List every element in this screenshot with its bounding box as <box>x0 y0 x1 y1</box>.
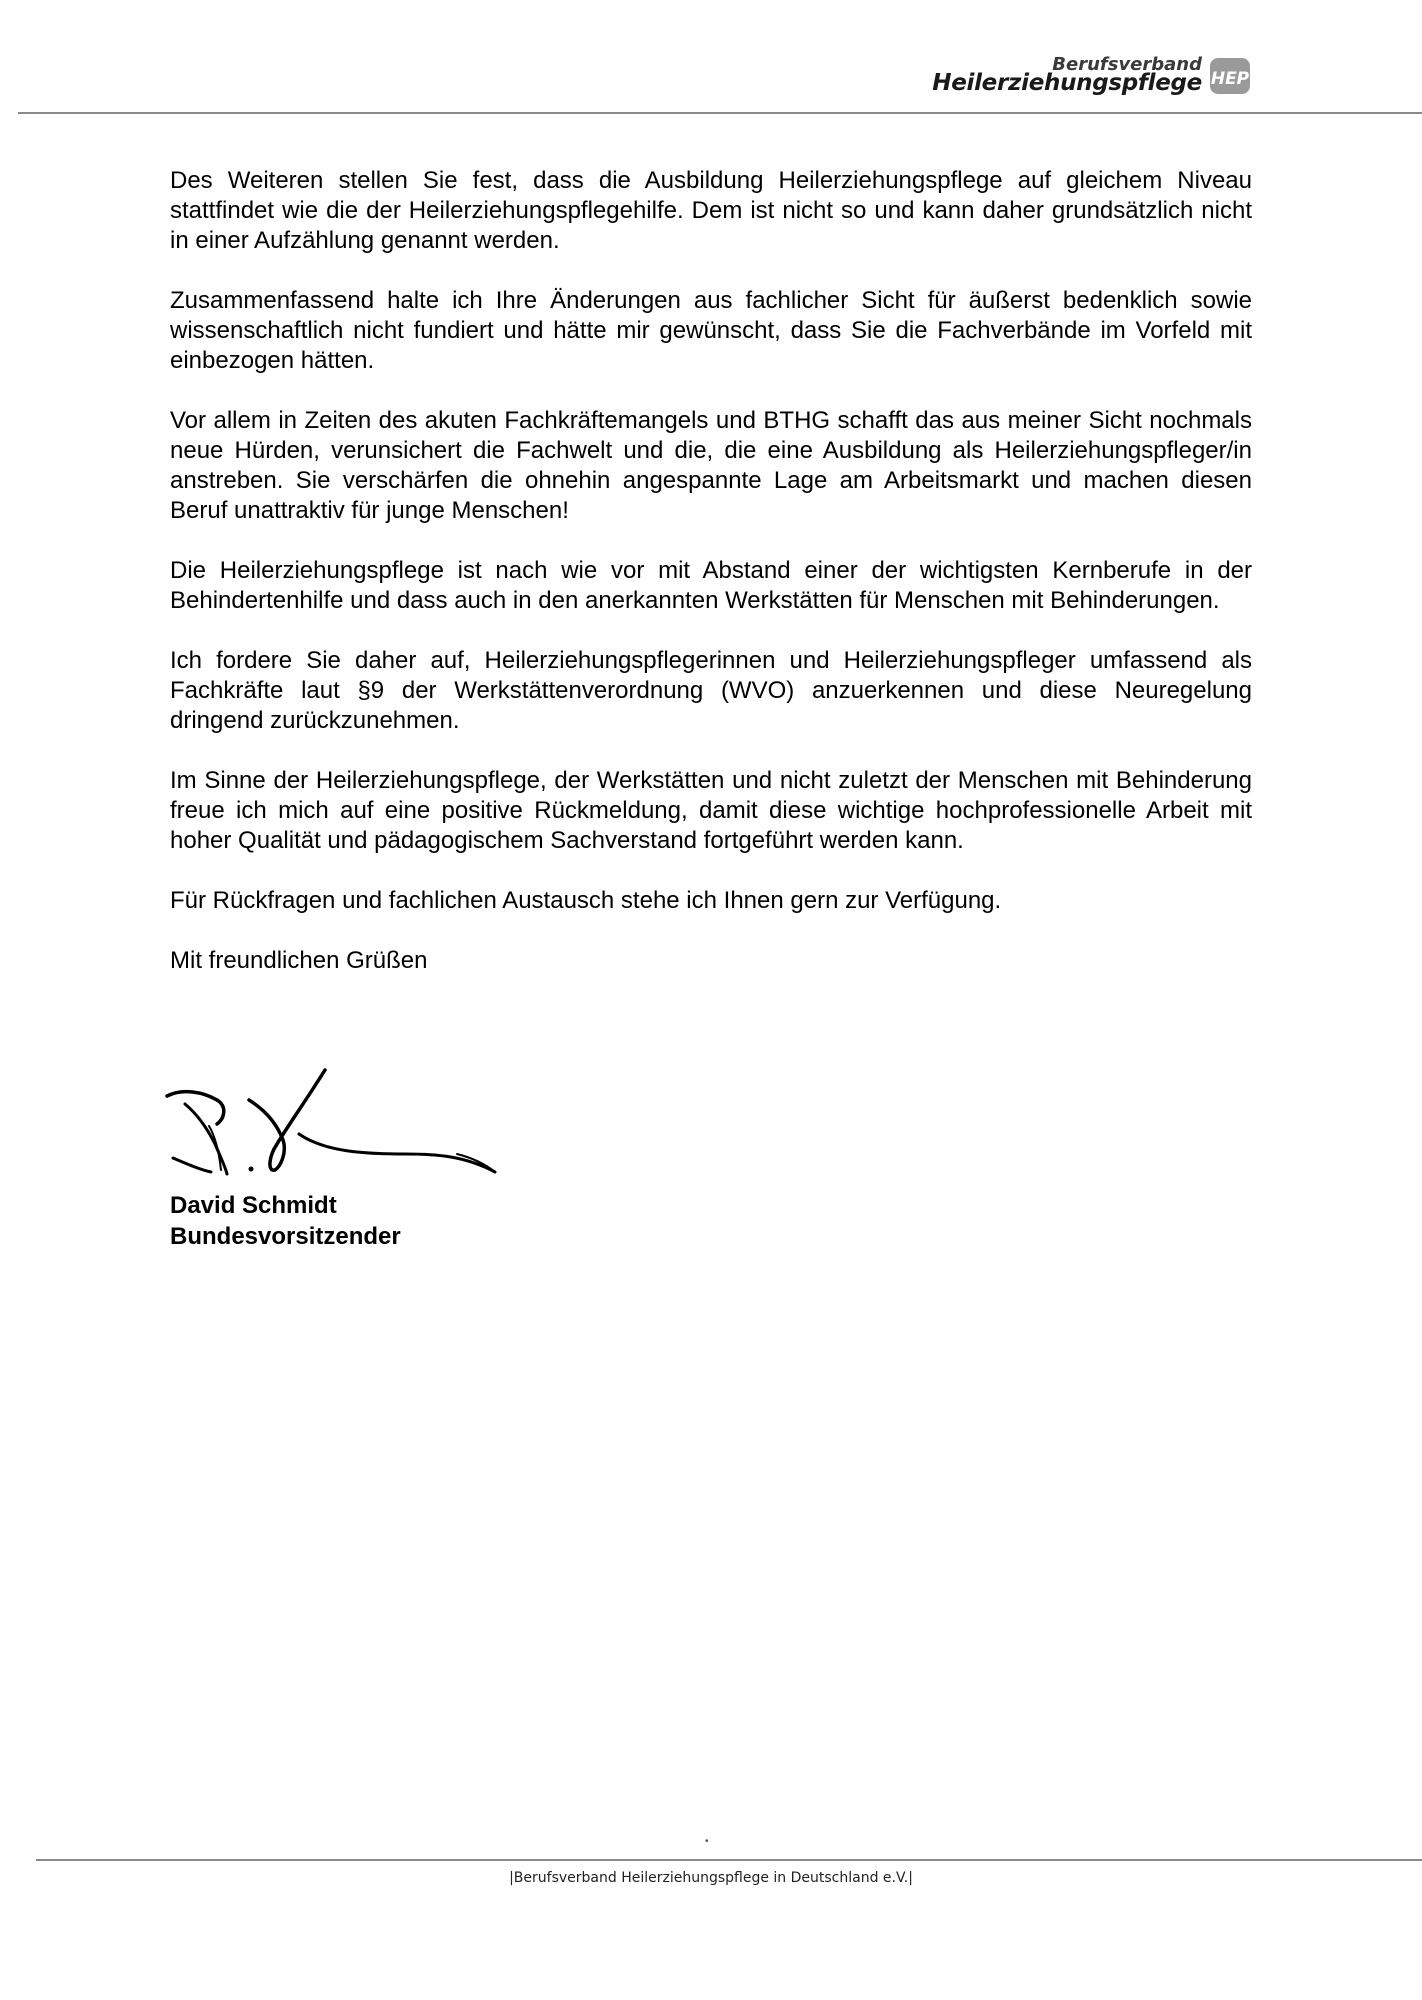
paragraph: Ich fordere Sie daher auf, Heilerziehungspflegerinnen und Heilerziehungspfleger umfassend als Fachkräfte laut §9 der Werkstättenverordnung (WVO) anzuerkennen und diese Neuregelung dringend zurückzunehmen. <box>170 647 1252 734</box>
signer-title: Bundesvorsitzender <box>170 1223 401 1250</box>
letter-body <box>170 166 1252 1006</box>
hep-logo-mark-icon <box>1208 54 1252 98</box>
paragraph: Vor allem in Zeiten des akuten Fachkräftemangels und BTHG schafft das aus meiner Sicht nochmals neue Hürden, verunsichert die Fachwelt und die, die eine Ausbildung als Heilerziehungspfleger/in anstreben. Sie verschärfen die ohnehin angespannte Lage am Arbeitsmarkt und machen diesen Beruf unattraktiv für junge Menschen! <box>170 407 1252 524</box>
svg-text:HEP: HEP <box>1210 69 1250 89</box>
paragraph: Zusammenfassend halte ich Ihre Änderungen aus fachlicher Sicht für äußerst bedenklich sowie wissenschaftlich nicht fundiert und hätte mir gewünscht, dass Sie die Fachverbände im Vorfeld mit einbezogen hätten. <box>170 287 1252 374</box>
signer-block <box>170 1190 401 1252</box>
logo-line-2: Heilerziehungspflege <box>932 70 1202 96</box>
signer-name: David Schmidt <box>170 1192 337 1219</box>
logo-line-1: Berufsverband <box>1052 54 1202 75</box>
closing-salutation: Mit freundlichen Grüßen <box>170 947 428 974</box>
handwritten-signature <box>165 1066 515 1186</box>
footer-organization: |Berufsverband Heilerziehungspflege in Deutschland e.V.| <box>509 1870 913 1886</box>
organization-logo <box>932 54 1252 102</box>
paragraph: Die Heilerziehungspflege ist nach wie vor mit Abstand einer der wichtigsten Kernberufe in der Behindertenhilfe und dass auch in den anerkannten Werkstätten für Menschen mit Behinderungen. <box>170 557 1252 614</box>
paragraph: Für Rückfragen und fachlichen Austausch stehe ich Ihnen gern zur Verfügung. <box>170 887 1002 914</box>
paragraph: Im Sinne der Heilerziehungspflege, der Werkstätten und nicht zuletzt der Menschen mit Behinderung freue ich mich auf eine positive Rückmeldung, damit diese wichtige hochprofessionelle Arbeit mit hoher Qualität und pädagogischem Sachverstand fortgeführt werden kann. <box>170 767 1252 854</box>
header-divider <box>18 112 1422 114</box>
paragraph: Des Weiteren stellen Sie fest, dass die Ausbildung Heilerziehungspflege auf gleichem Niveau stattfindet wie die der Heilerziehungspflegehilfe. Dem ist nicht so und kann daher grundsätzlich nicht in einer Aufzählung genannt werden. <box>170 167 1252 254</box>
page-mark: • <box>705 1836 709 1847</box>
footer-divider <box>36 1859 1422 1861</box>
